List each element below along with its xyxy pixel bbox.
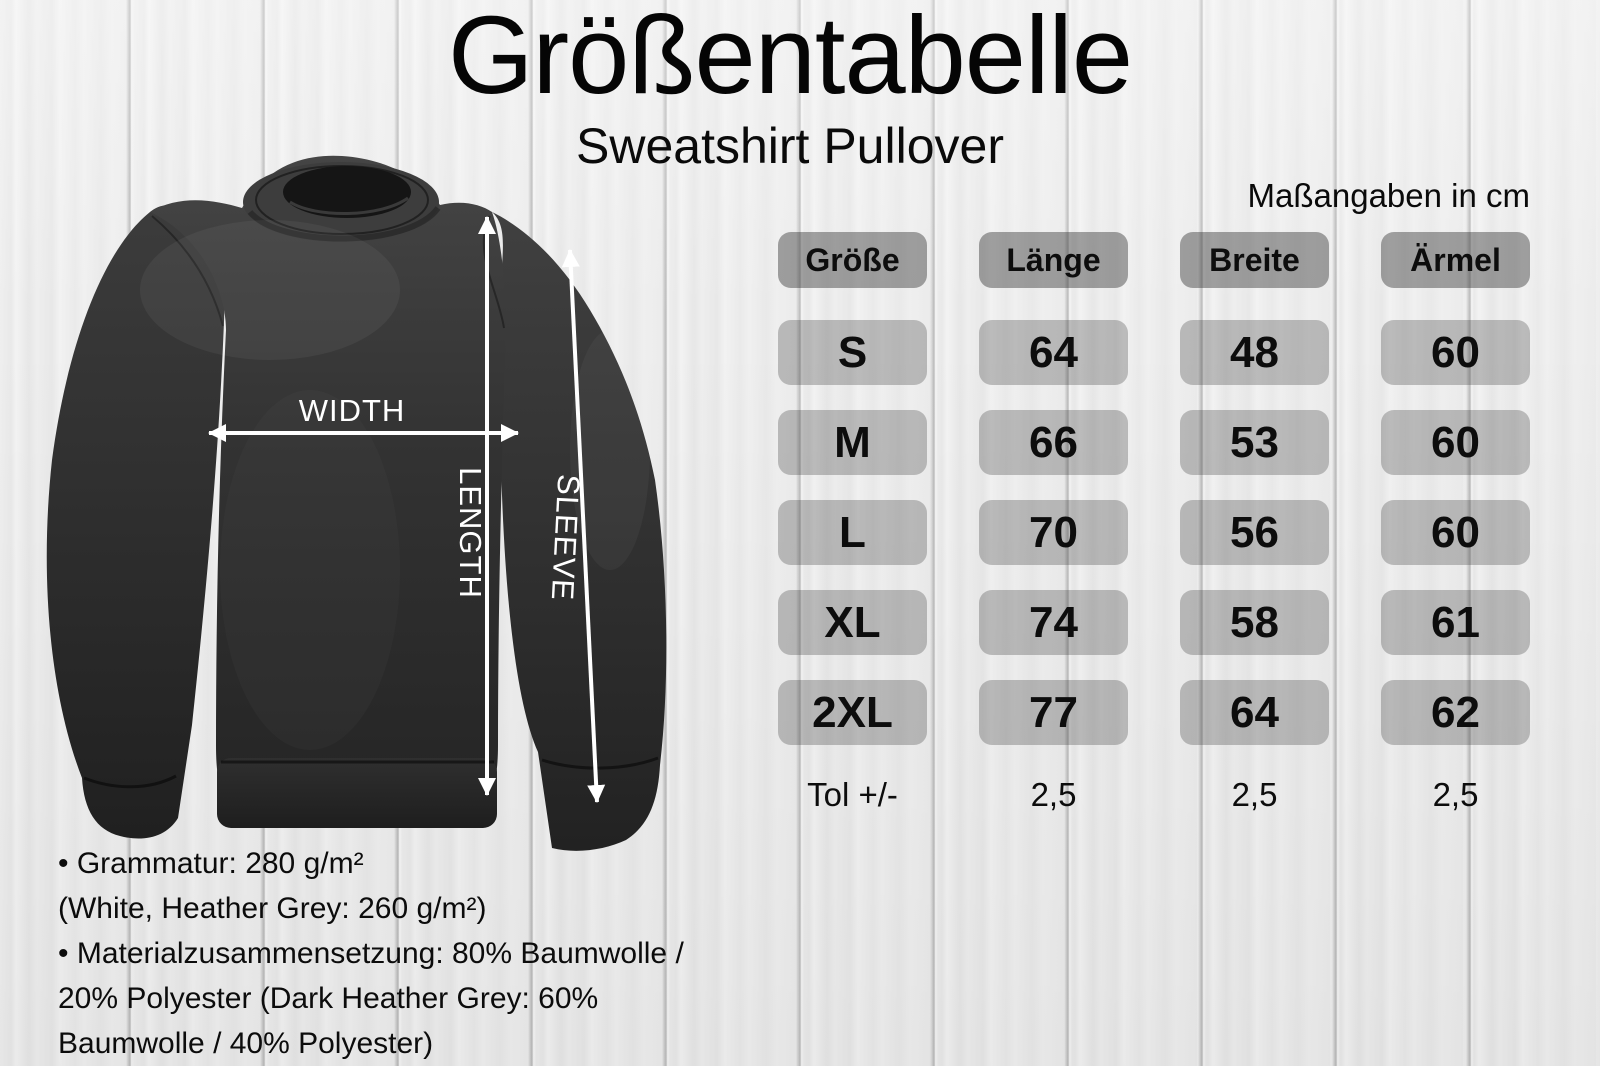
- size-cell-s: S: [778, 320, 927, 385]
- note-line: • Grammatur: 280 g/m²: [58, 847, 364, 880]
- value-cell: 56: [1180, 500, 1329, 565]
- size-cell-l: L: [778, 500, 927, 565]
- units-note: Maßangaben in cm: [1247, 177, 1530, 214]
- product-notes: [58, 841, 684, 1066]
- value-cell: 48: [1180, 320, 1329, 385]
- size-cell-m: M: [778, 410, 927, 475]
- column-header-breite: Breite: [1180, 232, 1329, 288]
- size-cell-2xl: 2XL: [778, 680, 927, 745]
- value-cell: 60: [1381, 410, 1530, 475]
- sweatshirt-measurement-diagram: [20, 150, 680, 870]
- value-cell: 70: [979, 500, 1128, 565]
- value-cell: 60: [1381, 320, 1530, 385]
- note-line: • Materialzusammensetzung: 80% Baumwolle /: [58, 937, 684, 970]
- sleeve-label: SLEEVE: [544, 473, 587, 602]
- value-cell: 60: [1381, 500, 1530, 565]
- value-cell: 58: [1180, 590, 1329, 655]
- column-header-groesse: Größe: [778, 232, 927, 288]
- note-line: Baumwolle / 40% Polyester): [58, 1027, 434, 1060]
- value-cell: 66: [979, 410, 1128, 475]
- note-line: (White, Heather Grey: 260 g/m²): [58, 892, 487, 925]
- value-cell: 53: [1180, 410, 1329, 475]
- tolerance-value: 2,5: [1231, 776, 1278, 813]
- size-cell-xl: XL: [778, 590, 927, 655]
- tolerance-label: Tol +/-: [807, 776, 898, 813]
- value-cell: 61: [1381, 590, 1530, 655]
- note-line: 20% Polyester (Dark Heather Grey: 60%: [58, 982, 599, 1015]
- column-header-aermel: Ärmel: [1381, 232, 1530, 288]
- tolerance-value: 2,5: [1030, 776, 1077, 813]
- value-cell: 64: [979, 320, 1128, 385]
- width-label: WIDTH: [298, 393, 406, 428]
- size-table: [778, 232, 1530, 820]
- value-cell: 77: [979, 680, 1128, 745]
- length-label: LENGTH: [453, 467, 488, 599]
- header: [0, 0, 1580, 174]
- tolerance-value: 2,5: [1432, 776, 1479, 813]
- column-header-laenge: Länge: [979, 232, 1128, 288]
- page-subtitle: Sweatshirt Pullover: [576, 118, 1004, 174]
- value-cell: 62: [1381, 680, 1530, 745]
- value-cell: 64: [1180, 680, 1329, 745]
- value-cell: 74: [979, 590, 1128, 655]
- page-title: Größentabelle: [447, 0, 1133, 117]
